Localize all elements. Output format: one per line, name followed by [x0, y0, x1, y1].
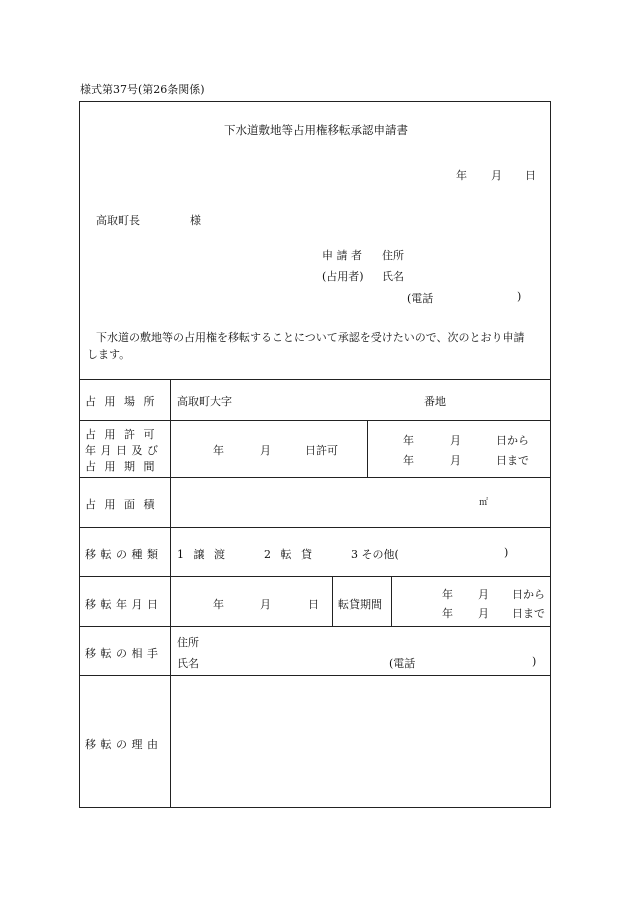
transferee-address-label: 住所: [177, 636, 199, 649]
divider-row-location: [79, 420, 551, 421]
divider-header: [79, 379, 551, 380]
permit-day: 日許可: [305, 444, 338, 457]
divider-row-transferee: [79, 675, 551, 676]
permit-year: 年: [213, 444, 224, 457]
area-label: 占 用 面 積: [85, 498, 157, 511]
location-label: 占 用 場 所: [85, 395, 157, 408]
permit-month: 月: [260, 444, 271, 457]
form-number: 様式第37号(第26条関係): [80, 83, 205, 96]
sublease-to-year: 年: [442, 607, 453, 620]
transfer-type-option-2: 2 転 貸: [264, 548, 312, 561]
divider-row-date: [79, 626, 551, 627]
permit-label-line3: 占 用 期 間: [85, 460, 157, 473]
date-divider-2: [391, 576, 392, 626]
transfer-date-month: 月: [260, 598, 271, 611]
divider-row-type: [79, 576, 551, 577]
form-title: 下水道敷地等占用権移転承認申請書: [224, 123, 408, 137]
transfer-date-day: 日: [308, 598, 319, 611]
applicant-address-label: 住所: [382, 249, 404, 262]
transferee-phone-close: ): [532, 655, 537, 668]
permit-to-month: 月: [450, 454, 461, 467]
transferee-label: 移 転 の 相 手: [85, 647, 159, 660]
sublease-from-year: 年: [442, 588, 453, 601]
sublease-from-month: 月: [478, 588, 489, 601]
transfer-type-option-3-close: ): [504, 546, 509, 559]
applicant-phone-close: ): [517, 290, 522, 303]
permit-from-month: 月: [450, 434, 461, 447]
divider-row-permit: [79, 477, 551, 478]
transfer-type-option-3: 3 その他(: [351, 548, 399, 561]
location-prefix: 高取町大字: [177, 395, 232, 408]
permit-label-line1: 占 用 許 可: [85, 428, 157, 441]
transfer-date-year: 年: [213, 598, 224, 611]
applicant-phone-label: (電話: [407, 292, 434, 305]
location-suffix: 番地: [424, 395, 446, 408]
permit-to-day: 日まで: [496, 454, 529, 467]
sublease-to-day: 日まで: [512, 607, 545, 620]
transfer-type-option-1: 1 譲 渡: [177, 548, 225, 561]
addressee-mayor: 高取町長: [96, 214, 140, 227]
transfer-date-label: 移 転 年 月 日: [85, 598, 159, 611]
sublease-from-day: 日から: [512, 588, 545, 601]
permit-label-line2: 年 月 日 及 び: [85, 444, 159, 457]
date-day: 日: [525, 169, 536, 182]
transferee-name-label: 氏名: [177, 657, 199, 670]
date-divider-1: [332, 576, 333, 626]
divider-row-area: [79, 527, 551, 528]
date-year: 年: [456, 169, 467, 182]
permit-divider: [367, 420, 368, 477]
addressee-honorific: 様: [190, 214, 201, 227]
transferee-phone-label: (電話: [389, 657, 416, 670]
permit-to-year: 年: [403, 454, 414, 467]
transfer-type-label: 移 転 の 種 類: [85, 548, 159, 561]
body-text-line2: します。: [87, 348, 131, 361]
applicant-label: 申 請 者: [322, 249, 362, 262]
body-text-line1: 下水道の敷地等の占用権を移転することについて承認を受けたいので、次のとおり申請: [96, 331, 525, 344]
permit-from-day: 日から: [496, 434, 529, 447]
sublease-period-label: 転貸期間: [338, 598, 382, 611]
sublease-to-month: 月: [478, 607, 489, 620]
occupant-label: (占用者): [322, 270, 364, 283]
date-month: 月: [491, 169, 502, 182]
permit-from-year: 年: [403, 434, 414, 447]
label-column-divider: [170, 379, 171, 808]
reason-label: 移 転 の 理 由: [85, 738, 159, 751]
applicant-name-label: 氏名: [382, 270, 404, 283]
area-unit: ㎡: [479, 498, 489, 508]
